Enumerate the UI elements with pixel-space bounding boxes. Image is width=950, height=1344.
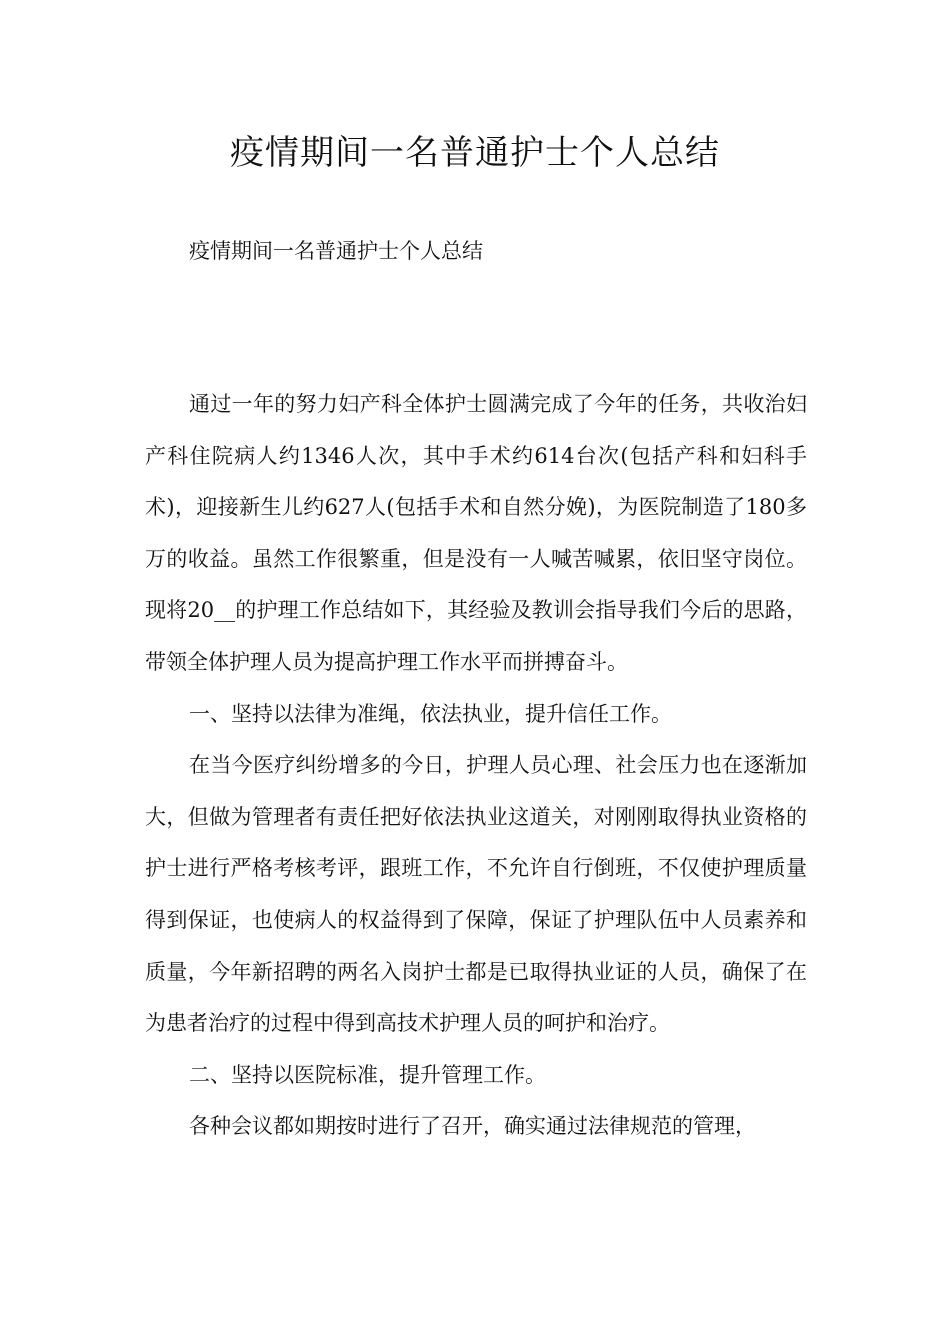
paragraph-section-2: 各种会议都如期按时进行了召开，确实通过法律规范的管理， xyxy=(189,1114,756,1139)
document-body xyxy=(145,379,807,1153)
section-heading-2: 二、坚持以医院标准，提升管理工作。 xyxy=(189,1062,546,1087)
document-subtitle: 疫情期间一名普通护士个人总结 xyxy=(189,239,483,263)
paragraph-intro: 通过一年的努力妇产科全体护士圆满完成了今年的任务，共收治妇产科住院病人约1346人次，其中手术约614台次(包括产科和妇科手术)，迎接新生儿约627人(包括手术和自然分娩)，为医院制造了180多万的收益。虽然工作很繁重，但是没有一人喊苦喊累，依旧坚守岗位。现将20__的护理工作总结如下，其经验及教训会指导我们今后的思路，带领全体护理人员为提高护理工作水平而拼搏奋斗。 xyxy=(145,392,807,674)
document-title: 疫情期间一名普通护士个人总结 xyxy=(230,133,720,173)
section-heading-1: 一、坚持以法律为准绳，依法执业，提升信任工作。 xyxy=(189,701,672,726)
paragraph-section-1: 在当今医疗纠纷增多的今日，护理人员心理、社会压力也在逐渐加大，但做为管理者有责任把好依法执业这道关，对刚刚取得执业资格的护士进行严格考核考评，跟班工作，不允许自行倒班，不仅使护理质量得到保证，也使病人的权益得到了保障，保证了护理队伍中人员素养和质量，今年新招聘的两名入岗护士都是已取得执业证的人员，确保了在为患者治疗的过程中得到高技术护理人员的呵护和治疗。 xyxy=(145,753,807,1036)
